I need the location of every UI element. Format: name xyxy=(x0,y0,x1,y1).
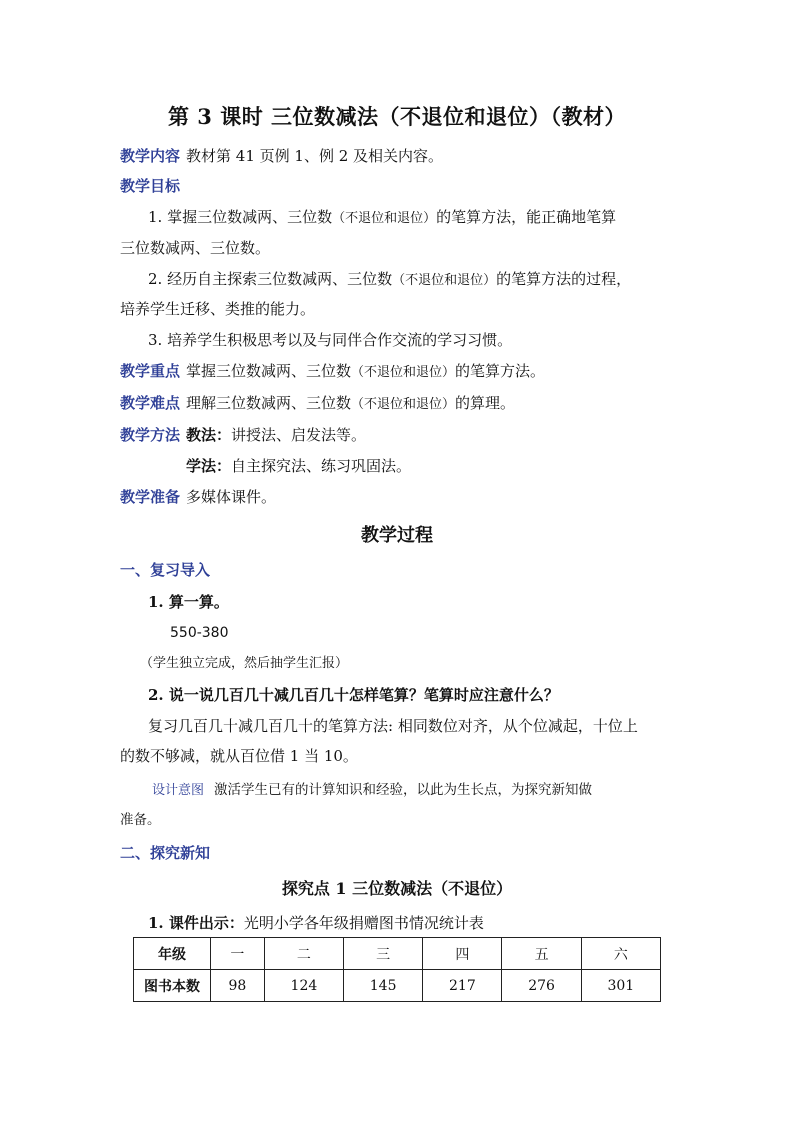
methods-label: 教学方法 xyxy=(120,426,181,444)
table-cell: 三 xyxy=(344,938,423,970)
table-cell: 217 xyxy=(423,970,502,1002)
table-cell: 二 xyxy=(264,938,343,970)
table-row xyxy=(134,970,661,1002)
design-intent-line-2: 准备。 xyxy=(120,812,161,828)
grade-header-cell: 年级 xyxy=(134,938,211,970)
explore-point-1-heading: 探究点 1 三位数减法（不退位） xyxy=(281,879,513,898)
teaching-content-text: 教材第 41 页例 1、例 2 及相关内容。 xyxy=(186,147,444,165)
table-cell: 301 xyxy=(581,970,660,1002)
book-donation-table xyxy=(133,937,661,1002)
teaching-content-row xyxy=(120,145,443,167)
table-cell: 六 xyxy=(581,938,660,970)
teaching-goals-label: 教学目标 xyxy=(120,177,181,195)
review-paragraph-line-2: 的数不够减，就从百位借 1 当 10。 xyxy=(120,747,358,765)
table-cell: 98 xyxy=(211,970,265,1002)
section-1-note: （学生独立完成，然后抽学生汇报） xyxy=(140,656,349,671)
goal-1-line-2: 三位数减两、三位数。 xyxy=(120,239,271,257)
page-title: 第 3 课时 三位数减法（不退位和退位）（教材） xyxy=(167,104,627,129)
table-cell: 五 xyxy=(502,938,581,970)
table-cell: 124 xyxy=(264,970,343,1002)
table-cell: 276 xyxy=(502,970,581,1002)
table-cell: 145 xyxy=(344,970,423,1002)
goal-2-line-2: 培养学生迁移、类推的能力。 xyxy=(120,300,316,318)
key-point-row: 教学重点 掌握三位数减两、三位数（不退位和退位）的笔算方法。 xyxy=(120,362,546,380)
expression: 550-380 xyxy=(170,625,229,641)
goal-1-line-1: 1. 掌握三位数减两、三位数（不退位和退位）的笔算方法，能正确地笔算 xyxy=(148,208,617,226)
table-cell: 一 xyxy=(211,938,265,970)
methods-row: 教学方法 教法：讲授法、启发法等。 xyxy=(120,426,367,444)
book-count-header-cell: 图书本数 xyxy=(134,970,211,1002)
difficulty-label: 教学难点 xyxy=(120,394,181,412)
learning-method-row: 学法：自主探究法、练习巩固法。 xyxy=(186,457,412,475)
table-cell: 四 xyxy=(423,938,502,970)
teaching-content-label: 教学内容 xyxy=(120,147,181,165)
review-paragraph-line-1: 复习几百几十减几百几十的笔算方法: 相同数位对齐，从个位减起，十位上 xyxy=(148,717,638,735)
design-intent-line-1: 设计意图 激活学生已有的计算知识和经验，以此为生长点，为探究新知做 xyxy=(152,782,593,798)
design-intent-label: 设计意图 xyxy=(152,783,205,798)
goal-2-line-1: 2. 经历自主探索三位数减两、三位数（不退位和退位）的笔算方法的过程， xyxy=(148,270,632,288)
process-title: 教学过程 xyxy=(361,525,433,546)
goal-3: 3. 培养学生积极思考以及与同伴合作交流的学习习惯。 xyxy=(148,331,513,349)
section-1-question-2: 2. 说一说几百几十减几百几十怎样笔算？笔算时应注意什么？ xyxy=(148,686,559,704)
preparation-label: 教学准备 xyxy=(120,488,181,506)
courseware-item: 1. 课件出示：光明小学各年级捐赠图书情况统计表 xyxy=(148,914,484,932)
difficulty-row: 教学难点 理解三位数减两、三位数（不退位和退位）的算理。 xyxy=(120,394,516,412)
preparation-row: 教学准备 多媒体课件。 xyxy=(120,488,277,506)
table-row xyxy=(134,938,661,970)
key-point-label: 教学重点 xyxy=(120,362,181,380)
section-1-question-1: 1. 算一算。 xyxy=(148,593,229,611)
section-2-heading: 二、探究新知 xyxy=(120,844,211,862)
section-1-heading: 一、复习导入 xyxy=(120,561,211,579)
